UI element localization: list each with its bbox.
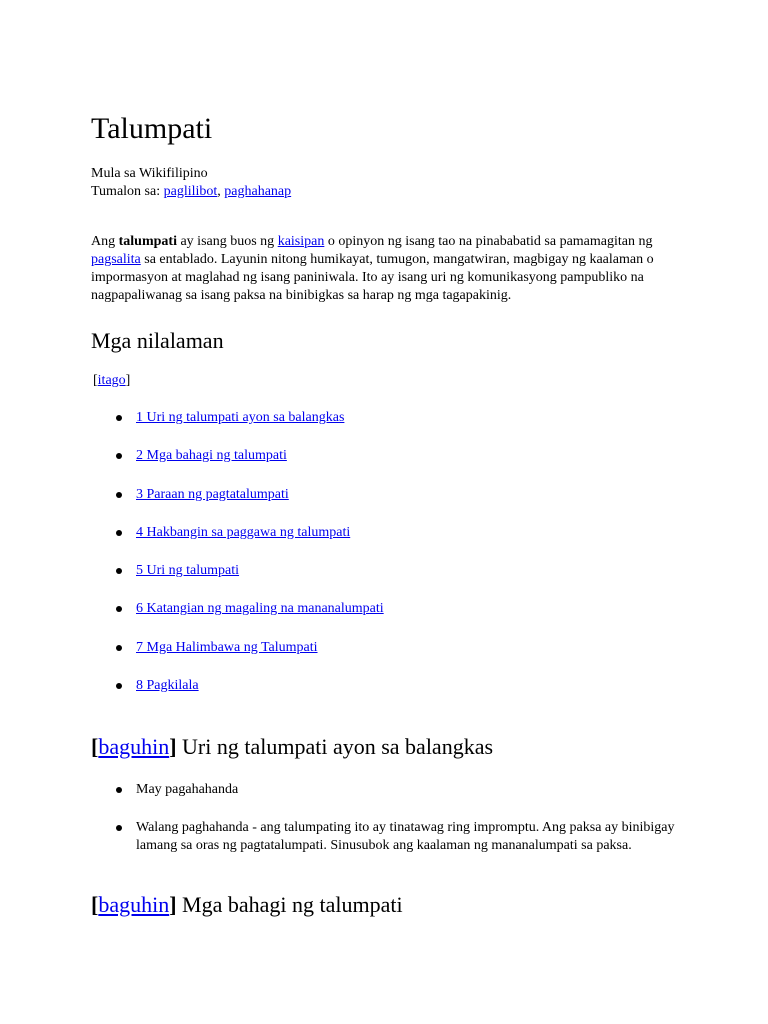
section-heading-uri	[91, 733, 493, 761]
source-line: Mula sa Wikifilipino	[91, 166, 208, 181]
intro-text: sa entablado. Layunin nitong humikayat, tumugon, mangatwiran, magbigay ng kaalaman o impormasyon at maglahad ng isang paniniwala. Ito ay isang uri ng komunikasyong pampubliko na nagpapaliwanag sa isang paksa na binibigkas sa harap ng mga tagapakinig.	[91, 252, 654, 303]
intro-bold-term: talumpati	[118, 234, 177, 249]
section-heading-bahagi	[91, 891, 403, 919]
bracket: [	[93, 373, 98, 388]
toc-item	[91, 486, 384, 524]
intro-paragraph	[91, 233, 691, 305]
toc-list	[91, 409, 384, 715]
section-list	[91, 781, 691, 855]
toc-item	[91, 524, 384, 562]
toc-toggle	[93, 372, 130, 390]
jump-line	[91, 183, 291, 201]
toc-item	[91, 409, 384, 447]
toc-link[interactable]: 8 Pagkilala	[136, 678, 199, 694]
list-item: May pagahahanda	[91, 781, 691, 799]
jump-link-search[interactable]: paghahanap	[224, 184, 292, 199]
toc-link[interactable]: 6 Katangian ng magaling na mananalumpati	[136, 601, 384, 617]
bracket: ]	[125, 373, 131, 388]
jump-separator: ,	[217, 184, 225, 199]
toc-item	[91, 447, 384, 485]
toc-link[interactable]: 1 Uri ng talumpati ayon sa balangkas	[136, 410, 345, 425]
intro-text: o opinyon ng isang tao na pinababatid sa pamamagitan ng	[324, 234, 653, 249]
toc-hide-link[interactable]: itago	[97, 373, 126, 388]
toc-link[interactable]: 5 Uri ng talumpati	[136, 563, 240, 579]
toc-link[interactable]: 2 Mga bahagi ng talumpati	[136, 448, 287, 464]
toc-item	[91, 677, 384, 715]
link-kaisipan[interactable]: kaisipan	[277, 234, 325, 249]
edit-section-link[interactable]: baguhin	[98, 892, 170, 917]
toc-title: Mga nilalaman	[91, 328, 224, 353]
bracket: [	[91, 734, 99, 759]
jump-prefix: Tumalon sa:	[91, 184, 164, 199]
intro-text: ay isang buos ng	[176, 234, 278, 249]
toc-item	[91, 639, 384, 677]
jump-link-navigation[interactable]: paglilibot	[163, 184, 218, 199]
article-meta	[91, 165, 291, 201]
bracket: ]	[169, 734, 177, 759]
toc-link[interactable]: 4 Hakbangin sa paggawa ng talumpati	[136, 524, 351, 540]
toc-link[interactable]: 3 Paraan ng pagtatalumpati	[136, 486, 289, 502]
toc-item	[91, 562, 384, 600]
toc-link[interactable]: 7 Mga Halimbawa ng Talumpati	[136, 639, 318, 655]
toc-item	[91, 600, 384, 638]
link-pagsalita[interactable]: pagsalita	[91, 252, 141, 267]
list-item: Walang paghahanda - ang talumpating ito ay tinatawag ring impromptu. Ang paksa ay binibigay lamang sa oras ng pagtatalumpati. Sinusubok ang kaalaman ng mananalumpati sa paksa.	[91, 819, 691, 855]
section-title-text: Uri ng talumpati ayon sa balangkas	[176, 734, 494, 759]
intro-text: Ang	[91, 234, 119, 249]
section-title-text: Mga bahagi ng talumpati	[176, 892, 403, 917]
page-title: Talumpati	[91, 112, 213, 145]
edit-section-link[interactable]: baguhin	[98, 734, 170, 759]
bracket: ]	[169, 892, 177, 917]
bracket: [	[91, 892, 99, 917]
